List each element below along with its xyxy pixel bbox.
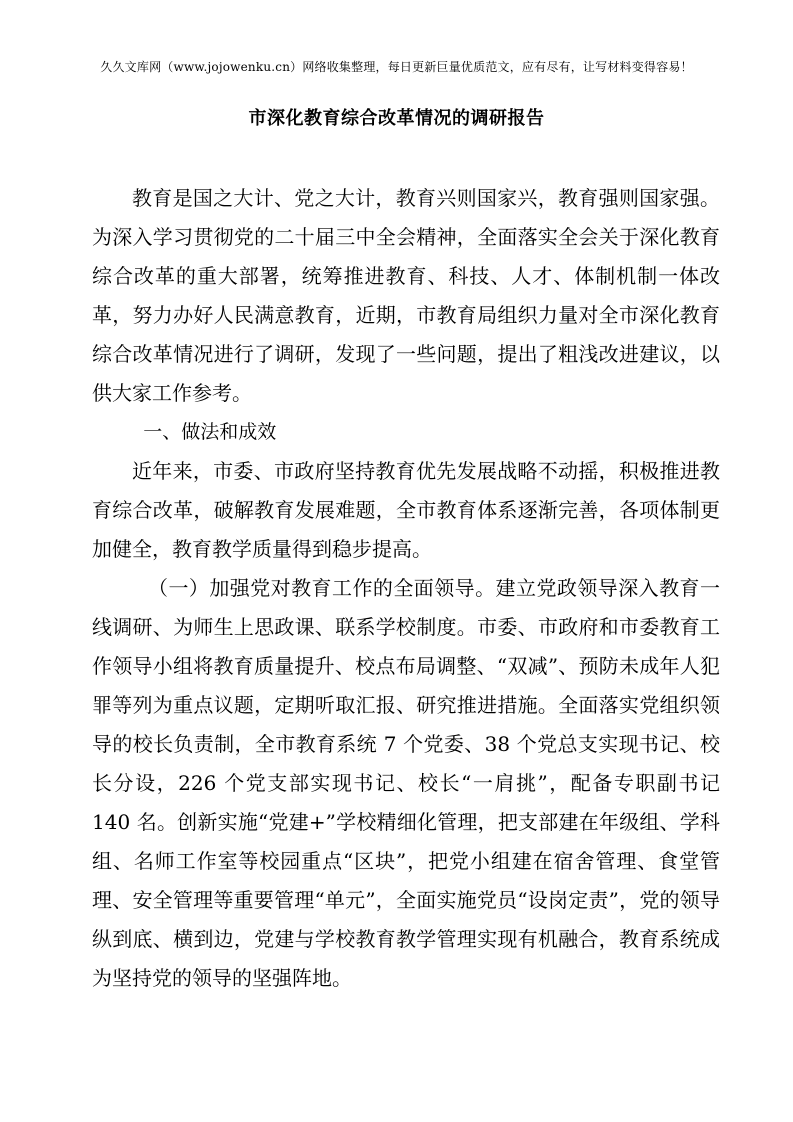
section-heading: 一、做法和成效 [143,421,277,443]
section-intro-paragraph: 近年来，市委、市政府坚持教育优先发展战略不动摇，积极推进教育综合改革，破解教育发展难题，全市教育体系逐渐完善，各项体制更加健全，教育教学质量得到稳步提高。 [92,459,720,561]
intro-paragraph: 教育是国之大计、党之大计，教育兴则国家兴，教育强则国家强。为深入学习贯彻党的二十届三中全会精神，全面落实全会关于深化教育综合改革的重大部署，统筹推进教育、科技、人才、体制机制一体改革，努力办好人民满意教育，近期，市教育局组织力量对全市深化教育综合改革情况进行了调研，发现了一些问题，提出了粗浅改进建议，以供大家工作参考。 [92,186,720,405]
document-title: 市深化教育综合改革情况的调研报告 [248,108,545,129]
document-body [92,179,720,998]
subsection-paragraph: （一）加强党对教育工作的全面领导。建立党政领导深入教育一线调研、为师生上思政课、联系学校制度。市委、市政府和市委教育工作领导小组将教育质量提升、校点布局调整、“双减”、预防未成年人犯罪等列为重点议题，定期听取汇报、研究推进措施。全面落实党组织领导的校长负责制，全市教育系统 7 个党委、38 个党总支实现书记、校长分设，226 个党支部实现书记、校长“一肩挑”，配备专职副书记 140 名。创新实施“党建+”学校精细化管理，把支部建在年级组、学科组、名师工作室等校园重点“区块”，把党小组建在宿舍管理、食堂管理、安全管理等重要管理“单元”，全面实施党员“设岗定责”，党的领导纵到底、横到边，党建与学校教育教学管理实现有机融合，教育系统成为坚持党的领导的坚强阵地。 [92,576,720,990]
page-header: 久久文库网（www.jojowenku.cn）网络收集整理，每日更新巨量优质范文，应有尽有，让写材料变得容易！ [100,60,693,74]
